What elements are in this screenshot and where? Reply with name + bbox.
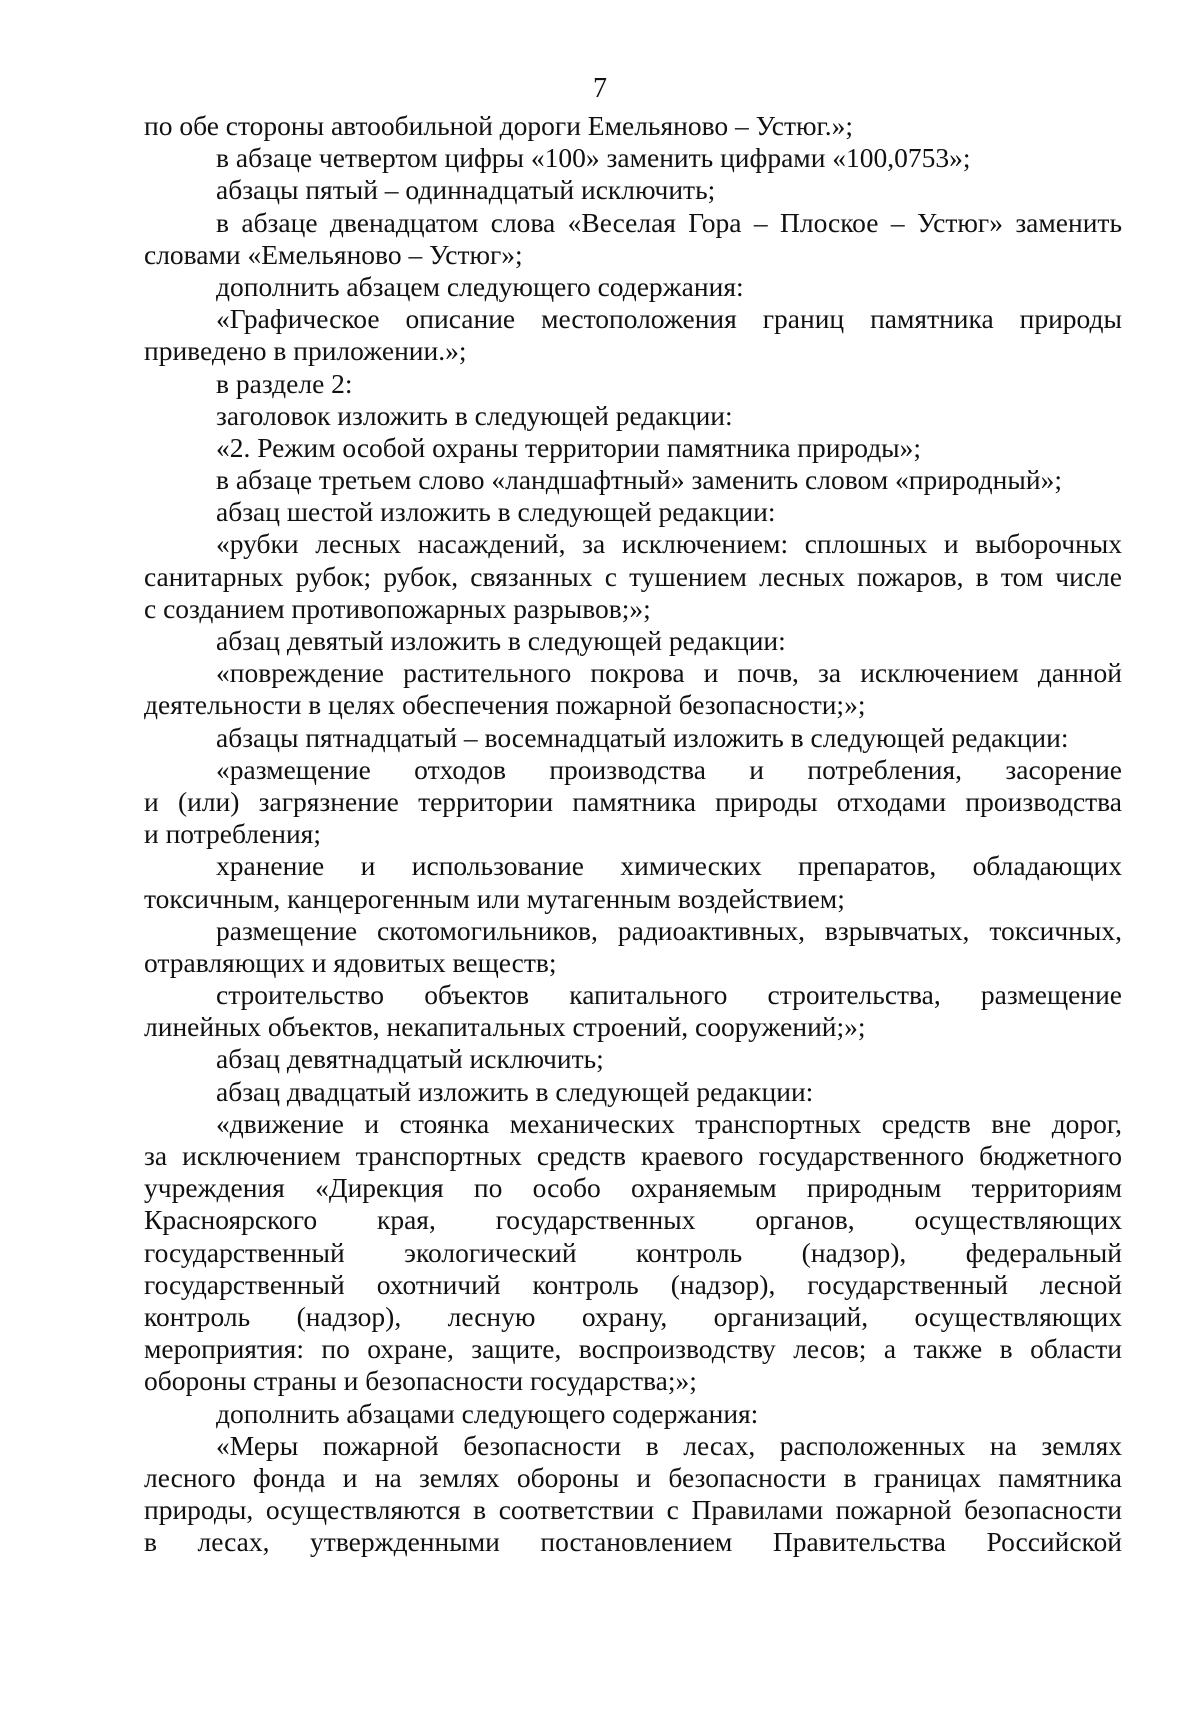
text-line: «размещение отходов производства и потребления, засорение — [216, 753, 1122, 785]
text-line: абзац девятнадцатый исключить; — [216, 1043, 604, 1075]
text-line: Красноярского края, государственных органов, осуществляющих — [144, 1204, 1122, 1236]
text-line: в абзаце двенадцатом слова «Веселая Гора – Плоское – Устюг» заменить — [216, 206, 1122, 238]
text-line: абзацы пятый – одиннадцатый исключить; — [216, 174, 716, 206]
text-line: абзац двадцатый изложить в следующей редакции: — [216, 1075, 814, 1107]
text-line: «движение и стоянка механических транспортных средств вне дорог, — [216, 1107, 1122, 1139]
text-line: «рубки лесных насаждений, за исключением: сплошных и выборочных — [216, 528, 1122, 560]
text-line: санитарных рубок; рубок, связанных с тушением лесных пожаров, в том числе — [144, 560, 1122, 592]
text-line: в абзаце третьем слово «ландшафтный» заменить словом «природный»; — [216, 464, 1062, 496]
text-line: и потребления; — [144, 818, 321, 850]
text-line: с созданием противопожарных разрывов;»; — [144, 592, 651, 624]
text-line: размещение скотомогильников, радиоактивных, взрывчатых, токсичных, — [216, 914, 1122, 946]
text-line: по обе стороны автообильной дороги Емельяново – Устюг.»; — [144, 110, 853, 141]
text-line: абзац шестой изложить в следующей редакции: — [216, 496, 776, 528]
text-line: «Графическое описание местоположения границ памятника природы — [216, 303, 1122, 335]
text-line: государственный экологический контроль (надзор), федеральный — [144, 1236, 1122, 1268]
text-line: мероприятия: по охране, защите, воспроизводству лесов; а также в области — [144, 1333, 1122, 1365]
text-line: абзацы пятнадцатый – восемнадцатый изложить в следующей редакции: — [216, 721, 1069, 753]
text-line: «2. Режим особой охраны территории памятника природы»; — [216, 431, 922, 463]
text-line: заголовок изложить в следующей редакции: — [216, 399, 733, 431]
text-line: «Меры пожарной безопасности в лесах, расположенных на землях — [216, 1429, 1122, 1461]
text-line: в разделе 2: — [216, 367, 353, 399]
page-number: 7 — [593, 73, 607, 104]
text-line: в лесах, утвержденными постановлением Правительства Российской — [144, 1526, 1122, 1558]
text-line: контроль (надзор), лесную охрану, организаций, осуществляющих — [144, 1300, 1122, 1332]
text-line: строительство объектов капитального строительства, размещение — [216, 979, 1122, 1011]
text-line: дополнить абзацами следующего содержания: — [216, 1397, 759, 1429]
text-line: словами «Емельяново – Устюг»; — [144, 238, 523, 270]
document-body — [144, 110, 1122, 1558]
text-line: дополнить абзацем следующего содержания: — [216, 270, 744, 302]
text-line: токсичным, канцерогенным или мутагенным воздействием; — [144, 882, 845, 914]
text-line: абзац девятый изложить в следующей редакции: — [216, 625, 786, 656]
text-line: «повреждение растительного покрова и почв, за исключением данной — [216, 657, 1122, 689]
text-line: линейных объектов, некапитальных строений, сооружений;»; — [144, 1011, 866, 1043]
text-line: и (или) загрязнение территории памятника природы отходами производства — [144, 785, 1122, 817]
text-line: государственный охотничий контроль (надзор), государственный лесной — [144, 1268, 1122, 1300]
text-line: хранение и использование химических препаратов, обладающих — [216, 850, 1122, 882]
text-line: за исключением транспортных средств краевого государственного бюджетного — [144, 1140, 1122, 1171]
text-line: обороны страны и безопасности государства;»; — [144, 1365, 697, 1397]
text-line: деятельности в целях обеспечения пожарной безопасности;»; — [144, 689, 866, 721]
text-line: природы, осуществляются в соответствии с Правилами пожарной безопасности — [144, 1494, 1122, 1526]
text-line: в абзаце четвертом цифры «100» заменить цифрами «100,0753»; — [216, 142, 971, 174]
text-line: отравляющих и ядовитых веществ; — [144, 946, 557, 978]
text-line: учреждения «Дирекция по особо охраняемым природным территориям — [144, 1172, 1122, 1204]
text-line: приведено в приложении.»; — [144, 335, 467, 367]
text-line: лесного фонда и на землях обороны и безопасности в границах памятника — [144, 1461, 1122, 1493]
